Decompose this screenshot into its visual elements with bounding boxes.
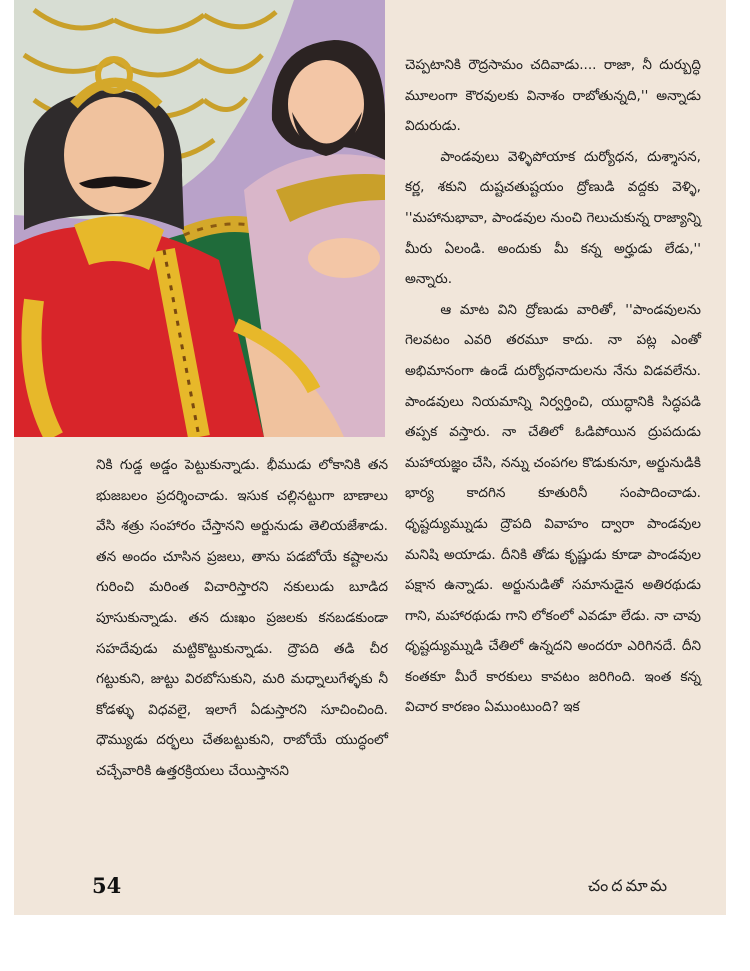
paragraph: చెప్పటానికి రౌద్రసామం చదివాడు.... రాజా, నీ దుర్బుద్ధి మూలంగా కౌరవులకు వినాశం రాబోతున్నది,'' అన్నాడు విదురుడు. <box>405 57 701 135</box>
magazine-title: చందమామ <box>588 876 671 895</box>
paragraph: పాండవులు వెళ్ళిపోయాక దుర్యోధన, దుశ్శాసన, కర్ణ, శకుని దుష్టచతుష్టయం ద్రోణుడి వద్దకు వెళ్ళి, ''మహానుభావా, పాండవుల నుంచి గెలుచుకున్న రాజ్యాన్ని మీరు ఏలండి. అందుకు మీ కన్న అర్హుడు లేడు,'' అన్నారు. <box>405 148 701 288</box>
text-column-left <box>96 450 388 787</box>
text-column-right <box>405 50 701 723</box>
paragraph: నికి గుడ్డ అడ్డం పెట్టుకున్నాడు. భీముడు లోకానికి తన భుజబలం ప్రదర్శించాడు. ఇసుక చల్లినట్టుగా బాణాలు వేసి శత్రు సంహారం చేస్తానని అర్జునుడు తెలియజేశాడు. తన అందం చూసిన ప్రజలు, తాను పడబోయే కష్టాలను గురించి మరింత విచారిస్తారని నకులుడు బూడిద పూసుకున్నాడు. తన దుఃఖం ప్రజలకు కనబడకుండా సహదేవుడు మట్టికొట్టుకున్నాడు. ద్రౌపది తడి చీర గట్టుకుని, జుట్టు విరబోసుకుని, మరి మధ్నాలుగేళ్ళకు నీ కోడళ్ళు విధవలై, ఇలాగే ఏడుస్తారని సూచించింది. ధౌమ్యుడు దర్భలు చేతబట్టుకుని, రాబోయే యుద్ధంలో చచ్చేవారికి ఉత్తరక్రియలు చేయిస్తానని <box>96 457 388 779</box>
paragraph: ఆ మాట విని ద్రోణుడు వారితో, ''పాండవులను గెలవటం ఎవరి తరమూ కాదు. నా పట్ల ఎంతో అభిమానంగా ఉండే దుర్యోధనాదులను నేను విడవలేను. పాండవులు నియమాన్ని నిర్వర్తించి, యుద్ధానికి సిద్ధపడి తప్పక వస్తారు. నా చేతిలో ఓడిపోయిన ద్రుపదుడు మహాయజ్ఞం చేసి, నన్ను చంపగల కొడుకునూ, అర్జునుడికి భార్య కాదగిన కూతురినీ సంపాదించాడు. ధృష్టద్యుమ్నుడు ద్రౌపది వివాహం ద్వారా పాండవుల మనిషి అయాడు. దీనికి తోడు కృష్ణుడు కూడా పాండవుల పక్షాన ఉన్నాడు. అర్జునుడితో సమానుడైన అతిరథుడు గాని, మహారథుడు గాని లోకంలో ఎవడూ లేడు. నా చావు ధృష్టద్యుమ్నుడి చేతిలో ఉన్నదని అందరూ ఎరిగినదే. దీని కంతకూ మీరే కారకులు కావటం జరిగింది. ఇంత కన్న విచార కారణం ఏముంటుంది? ఇక <box>405 301 701 716</box>
illustration-dhritarashtra-vidura <box>14 0 385 437</box>
page-number: 54 <box>92 873 122 898</box>
